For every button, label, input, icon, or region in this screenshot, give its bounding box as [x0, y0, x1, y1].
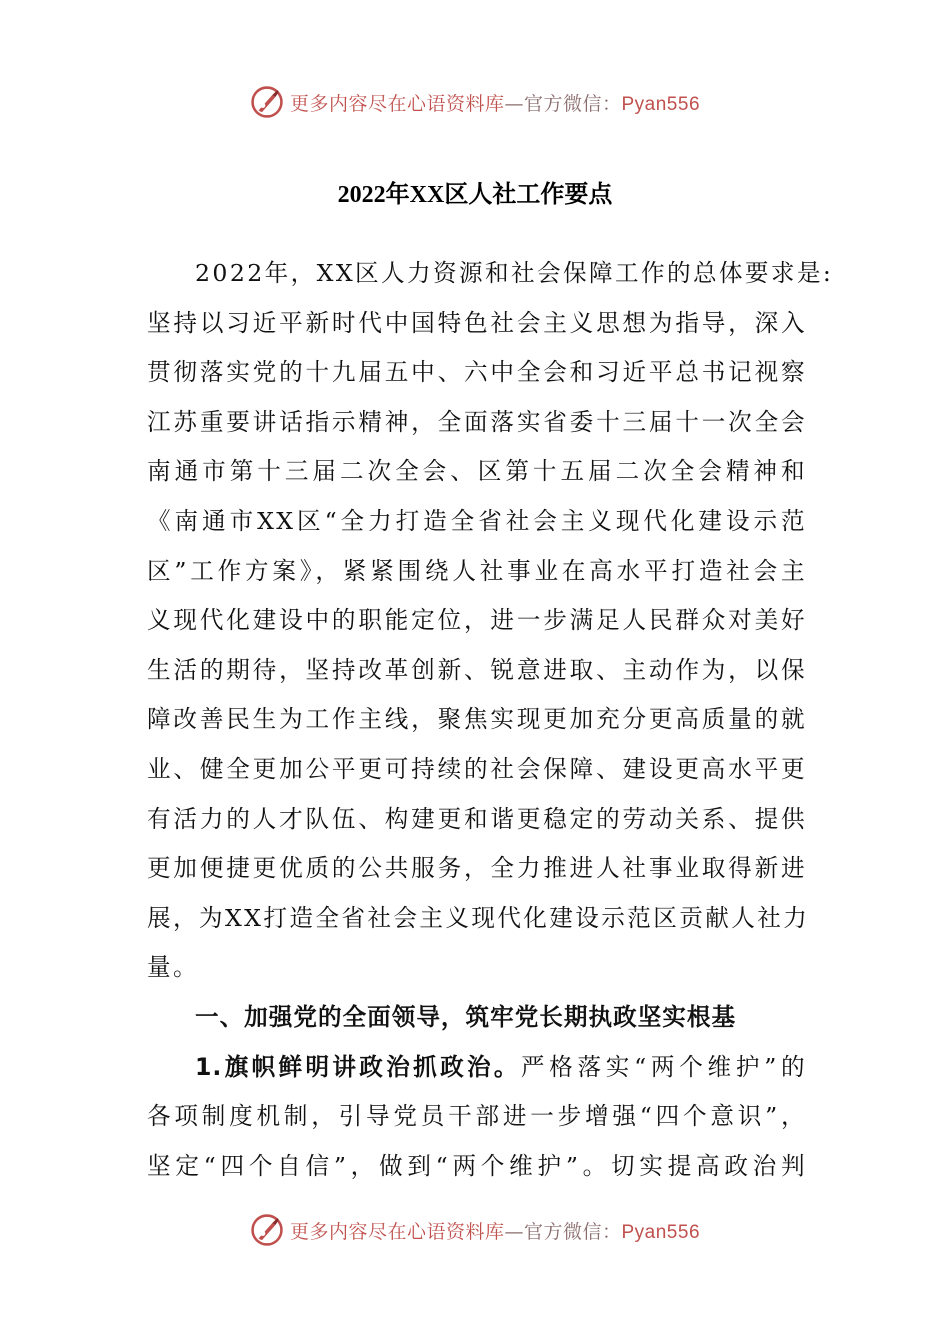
paragraph-line: 2022年，XX区人力资源和社会保障工作的总体要求是: [195, 259, 834, 287]
paragraph-line: 各项制度机制，引导党员干部进一步增强“四个意识”， [147, 1102, 807, 1131]
quill-seal-logo-icon [250, 1213, 284, 1247]
paragraph-line: 江苏重要讲话指示精神，全面落实省委十三届十一次全会 [147, 407, 807, 436]
paragraph-line: 南通市第十三届二次全会、区第十五届二次全会精神和 [147, 457, 807, 486]
paragraph-line: 《南通市XX区“全力打造全省社会主义现代化建设示范 [147, 506, 807, 535]
document-title: 2022年XX区人社工作要点 [337, 182, 613, 208]
footer-watermark-banner [0, 1208, 950, 1252]
paragraph-line: 有活力的人才队伍、构建更和谐更稳定的劳动关系、提供 [147, 804, 807, 833]
document-body [147, 249, 834, 1191]
watermark-text: 更多内容尽在心语资料库—官方微信：Pyan556 [289, 92, 701, 115]
item-lead: 1.旗帜鲜明讲政治抓政治。 [195, 1052, 521, 1081]
paragraph-line: 障改善民生为工作主线，聚焦实现更加充分更高质量的就 [147, 705, 807, 734]
paragraph-line: 展，为XX打造全省社会主义现代化建设示范区贡献人社力 [147, 903, 810, 932]
item-first-line: 1.旗帜鲜明讲政治抓政治。严格落实“两个维护”的 [195, 1052, 807, 1081]
section-heading: 一、加强党的全面领导，筑牢党长期执政坚实根基 [195, 1002, 737, 1031]
watermark-text: 更多内容尽在心语资料库—官方微信：Pyan556 [289, 1220, 701, 1243]
paragraph-line: 坚持以习近平新时代中国特色社会主义思想为指导，深入 [147, 308, 807, 337]
paragraph-line: 贯彻落实党的十九届五中、六中全会和习近平总书记视察 [147, 358, 807, 387]
paragraph-line: 坚定“四个自信”，做到“两个维护”。切实提高政治判 [147, 1151, 807, 1180]
quill-seal-logo-icon [250, 85, 284, 119]
paragraph-line: 更加便捷更优质的公共服务，全力推进人社事业取得新进 [147, 854, 807, 883]
header-watermark-banner [0, 80, 950, 124]
paragraph-line: 义现代化建设中的职能定位，进一步满足人民群众对美好 [147, 606, 807, 635]
paragraph-line: 区”工作方案》，紧紧围绕人社事业在高水平打造社会主 [147, 556, 807, 585]
paragraph-line: 生活的期待，坚持改革创新、锐意进取、主动作为，以保 [147, 655, 807, 684]
paragraph-line: 业、健全更加公平更可持续的社会保障、建设更高水平更 [147, 754, 807, 783]
paragraph-line: 量。 [147, 953, 199, 982]
